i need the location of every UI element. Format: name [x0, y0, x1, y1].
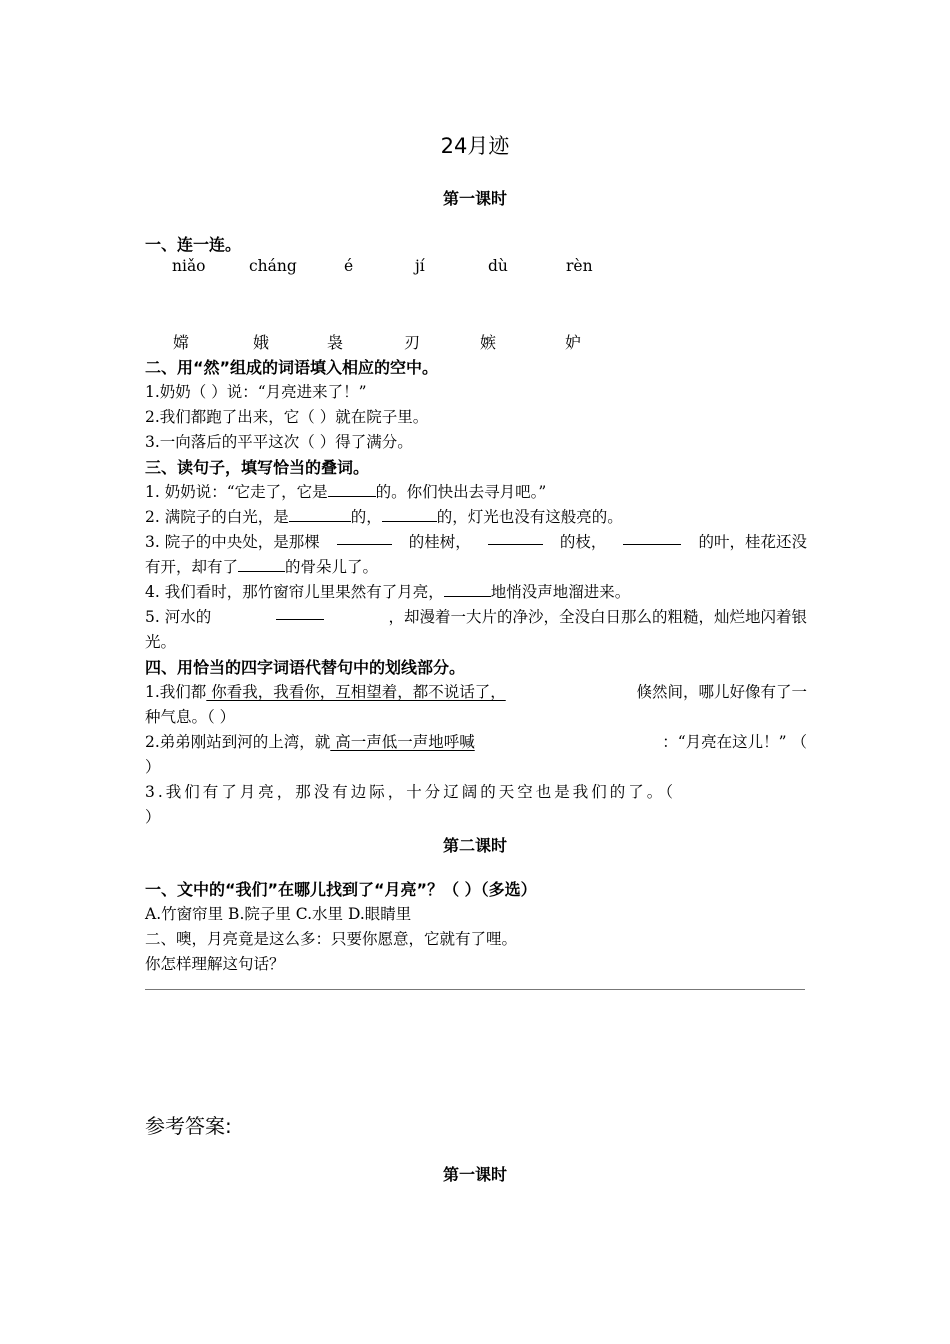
- pinyin-item: niǎo: [172, 257, 206, 275]
- pinyin-item: cháng: [249, 257, 297, 275]
- text: 有开，却有了: [145, 558, 239, 576]
- text: 2. 满院子的白光，是: [145, 508, 289, 526]
- underlined-phrase: 你看我，我看你，互相望着，都不说话了，: [206, 683, 506, 701]
- text: 地悄没声地溜进来。: [490, 583, 631, 601]
- char-item: 娥: [253, 333, 270, 352]
- lesson1-heading: 第一课时: [442, 189, 507, 208]
- fill-blank[interactable]: [382, 507, 437, 522]
- section4-q2-cont: ）: [145, 758, 161, 776]
- char-item: 刃: [404, 333, 421, 352]
- text: ，却漫着一大片的净沙，全没白日那么的粗糙，灿烂地闪着银: [388, 608, 807, 626]
- text: 的。你们快出去寻月吧。”: [375, 483, 547, 501]
- section2-q1: 1.奶奶（ ）说：“月亮进来了！”: [145, 383, 367, 401]
- text: 3.我们有了月亮，那没有边际，十分辽阔的天空也是我们的了。（: [145, 783, 677, 801]
- text: 倏然间，哪儿好像有了一: [636, 683, 807, 701]
- fill-blank[interactable]: [488, 530, 543, 545]
- section3-q5-cont: 光。: [145, 633, 177, 651]
- section4-q1-cont: 种气息。（ ）: [145, 708, 236, 726]
- section4-q2: [145, 730, 807, 752]
- text: 4. 我们看时，那竹窗帘儿里果然有了月亮，: [145, 583, 444, 601]
- section4-q3-cont: ）: [145, 808, 161, 826]
- underlined-phrase: 高一声低一声地呼喊: [330, 733, 475, 751]
- text: ：“月亮在这儿！” （: [662, 733, 807, 751]
- text: 3. 院子的中央处，是那棵: [145, 533, 320, 551]
- pinyin-item: é: [344, 257, 354, 275]
- fill-blank[interactable]: [623, 530, 681, 545]
- fill-blank[interactable]: [238, 557, 285, 572]
- section2-q2: 2.我们都跑了出来，它（ ）就在院子里。: [145, 408, 429, 426]
- fill-blank[interactable]: [276, 605, 324, 620]
- page-title: 24月迹: [440, 134, 510, 158]
- section2-q3: 3.一向落后的平平这次（ ）得了满分。: [145, 433, 413, 451]
- section4-q1: [145, 680, 807, 702]
- text: 的叶，桂花还没: [698, 533, 807, 551]
- lesson2-q1: 一、文中的“我们”在哪儿找到了“月亮”？（ ）（多选）: [145, 880, 537, 899]
- pinyin-item: dù: [488, 257, 508, 275]
- section2-heading: 二、用“然”组成的词语填入相应的空中。: [145, 358, 439, 377]
- char-item: 袅: [327, 333, 344, 352]
- fill-blank[interactable]: [444, 582, 491, 597]
- section3-q3-cont: [145, 555, 378, 577]
- section1-heading: 一、连一连。: [145, 235, 242, 254]
- char-item: 嫉: [480, 333, 497, 352]
- text: 5. 河水的: [145, 608, 212, 626]
- section3-q3: [145, 530, 807, 552]
- fill-blank[interactable]: [289, 507, 351, 522]
- lesson2-heading: 第二课时: [442, 836, 507, 855]
- section3-q4: [145, 580, 630, 602]
- section3-q2: [145, 505, 623, 527]
- fill-blank[interactable]: [328, 482, 376, 497]
- text: 的，灯光也没有这般亮的。: [436, 508, 623, 526]
- fill-blank[interactable]: [337, 530, 392, 545]
- lesson2-options: A.竹窗帘里 B.院子里 C.水里 D.眼睛里: [145, 905, 412, 923]
- answers-lesson1-heading: 第一课时: [442, 1165, 507, 1184]
- lesson2-q2: 二、噢，月亮竟是这么多：只要你愿意，它就有了哩。: [145, 930, 518, 948]
- section3-q5: [145, 605, 807, 627]
- char-item: 妒: [565, 333, 582, 352]
- lesson2-q2-prompt: 你怎样理解这句话？: [145, 955, 285, 973]
- char-item: 嫦: [173, 333, 190, 352]
- text: 的枝，: [559, 533, 607, 551]
- section4-q3: [145, 780, 807, 802]
- section3-heading: 三、读句子，填写恰当的叠词。: [145, 458, 370, 477]
- answer-line[interactable]: [145, 989, 805, 990]
- answers-heading: 参考答案:: [145, 1114, 232, 1138]
- text: 的骨朵儿了。: [285, 558, 379, 576]
- text: 1.我们都 你看我，我看你，互相望着，都不说话了，: [145, 683, 506, 701]
- section3-q1: [145, 480, 546, 502]
- text: 的桂树，: [408, 533, 471, 551]
- text: 1. 奶奶说：“它走了，它是: [145, 483, 328, 501]
- section4-heading: 四、用恰当的四字词语代替句中的划线部分。: [145, 658, 466, 677]
- pinyin-item: rèn: [566, 257, 593, 275]
- text: 的，: [350, 508, 382, 526]
- pinyin-item: jí: [415, 257, 425, 275]
- text: 2.弟弟刚站到河的上湾，就 高一声低一声地呼喊: [145, 733, 475, 751]
